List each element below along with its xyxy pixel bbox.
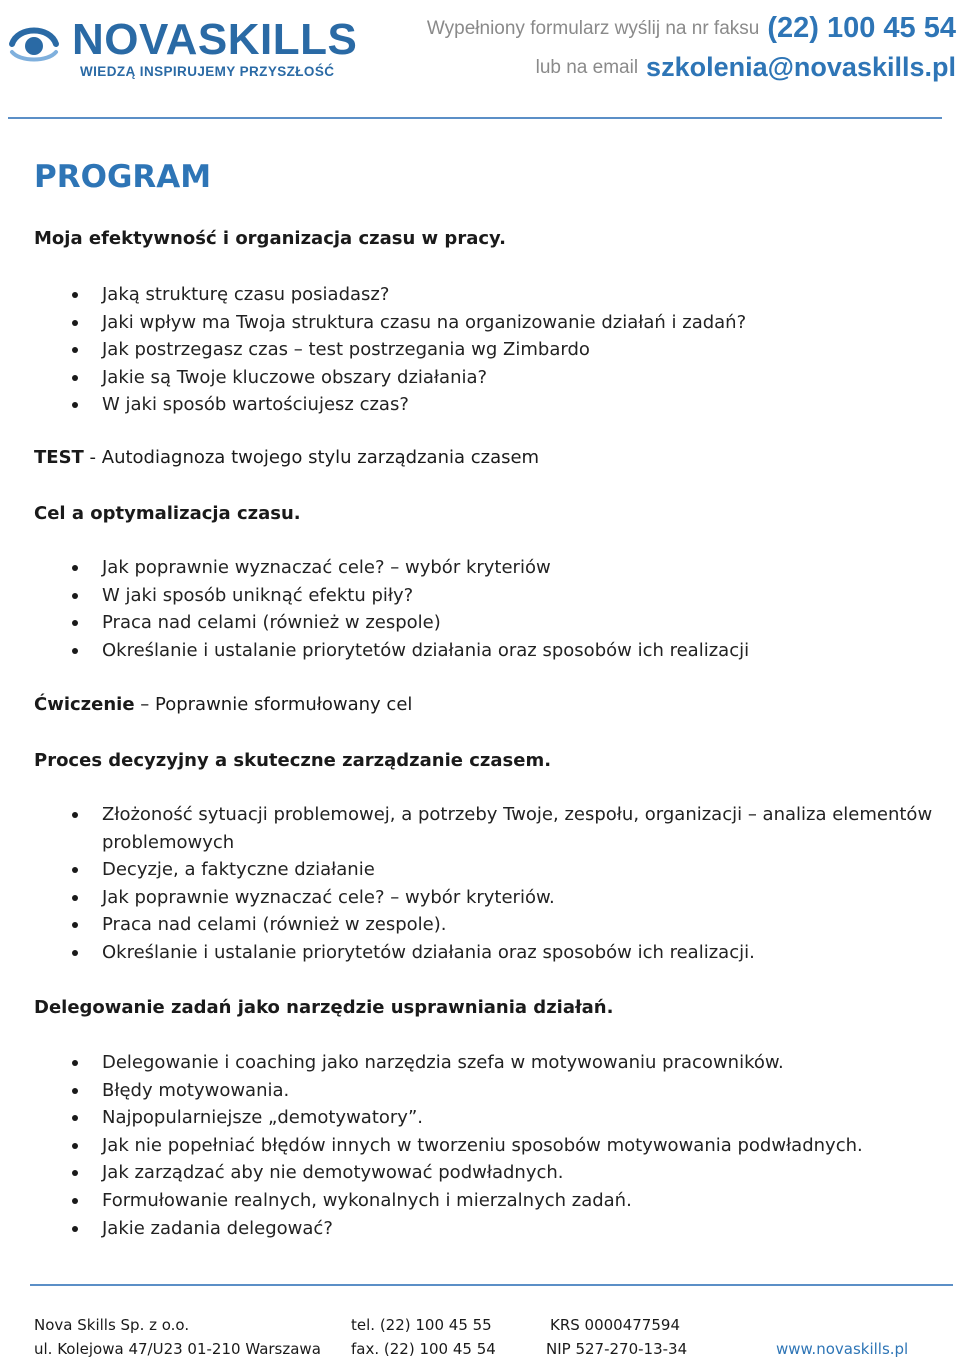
- list-item: Jak postrzegasz czas – test postrzegania wg Zimbardo: [34, 336, 954, 364]
- footer-company: Nova Skills Sp. z o.o.: [34, 1316, 190, 1334]
- fax-number: (22) 100 45 54: [767, 12, 956, 44]
- footer-fax: fax. (22) 100 45 54: [351, 1340, 496, 1358]
- program-content: [34, 155, 954, 1239]
- footer-nip: NIP 527-270-13-34: [546, 1340, 688, 1358]
- list-item: Jakie są Twoje kluczowe obszary działania?: [34, 364, 954, 392]
- list-item: Jaką strukturę czasu posiadasz?: [34, 281, 954, 309]
- company-logo: [8, 6, 358, 90]
- section-heading: Delegowanie zadań jako narzędzie usprawniania działań.: [34, 997, 614, 1018]
- footer-tel: tel. (22) 100 45 55: [351, 1316, 492, 1334]
- list-item: W jaki sposób wartościujesz czas?: [34, 391, 954, 419]
- list-item: Najpopularniejsze „demotywatory”.: [34, 1104, 954, 1132]
- list-item: Decyzje, a faktyczne działanie: [34, 856, 954, 884]
- email-link[interactable]: szkolenia@novaskills.pl: [646, 52, 956, 82]
- page-title: PROGRAM: [34, 159, 212, 195]
- footer: [34, 1316, 914, 1364]
- bullet-list: [34, 801, 954, 967]
- section-heading: Moja efektywność i organizacja czasu w pracy.: [34, 228, 506, 249]
- list-item: Jak zarządzać aby nie demotywować podwładnych.: [34, 1159, 954, 1187]
- footer-address: ul. Kolejowa 47/U23 01-210 Warszawa: [34, 1340, 321, 1358]
- email-label: lub na email: [535, 57, 639, 78]
- list-item: Jakie zadania delegować?: [34, 1215, 954, 1243]
- list-item: Określanie i ustalanie priorytetów działania oraz sposobów ich realizacji.: [34, 939, 954, 967]
- logo-wordmark: NOVASKILLS: [72, 15, 358, 64]
- list-item: Praca nad celami (również w zespole): [34, 609, 954, 637]
- bullet-list: [34, 1049, 954, 1242]
- list-item: Jak poprawnie wyznaczać cele? – wybór kryteriów.: [34, 884, 954, 912]
- list-item: Jak poprawnie wyznaczać cele? – wybór kryteriów: [34, 554, 954, 582]
- fax-label: Wypełniony formularz wyślij na nr faksu: [426, 18, 760, 39]
- list-item: W jaki sposób uniknąć efektu piły?: [34, 582, 954, 610]
- list-item: Jaki wpływ ma Twoja struktura czasu na organizowanie działań i zadań?: [34, 309, 954, 337]
- bullet-list: [34, 281, 954, 419]
- section-heading: Cel a optymalizacja czasu.: [34, 503, 301, 524]
- list-item: Złożoność sytuacji problemowej, a potrzeby Twoje, zespołu, organizacji – analiza elementów problemowych: [34, 801, 954, 856]
- footer-divider: [30, 1284, 953, 1286]
- footer-krs: KRS 0000477594: [550, 1316, 680, 1334]
- list-item: Formułowanie realnych, wykonalnych i mierzalnych zadań.: [34, 1187, 954, 1215]
- logo-tagline: WIEDZĄ INSPIRUJEMY PRZYSZŁOŚĆ: [80, 64, 335, 79]
- section-heading: Proces decyzyjny a skuteczne zarządzanie czasem.: [34, 750, 552, 771]
- list-item: Określanie i ustalanie priorytetów działania oraz sposobów ich realizacji: [34, 637, 954, 665]
- exercise-note: Ćwiczenie – Poprawnie sformułowany cel: [34, 694, 413, 715]
- bullet-list: [34, 554, 954, 664]
- list-item: Praca nad celami (również w zespole).: [34, 911, 954, 939]
- eye-logo-icon: [8, 14, 60, 66]
- list-item: Błędy motywowania.: [34, 1077, 954, 1105]
- contact-info: [427, 14, 956, 81]
- list-item: Delegowanie i coaching jako narzędzia szefa w motywowaniu pracowników.: [34, 1049, 954, 1077]
- test-note: TEST - Autodiagnoza twojego stylu zarządzania czasem: [34, 447, 540, 468]
- website-link[interactable]: www.novaskills.pl: [776, 1340, 909, 1358]
- header-divider: [8, 117, 942, 119]
- list-item: Jak nie popełniać błędów innych w tworzeniu sposobów motywowania podwładnych.: [34, 1132, 954, 1160]
